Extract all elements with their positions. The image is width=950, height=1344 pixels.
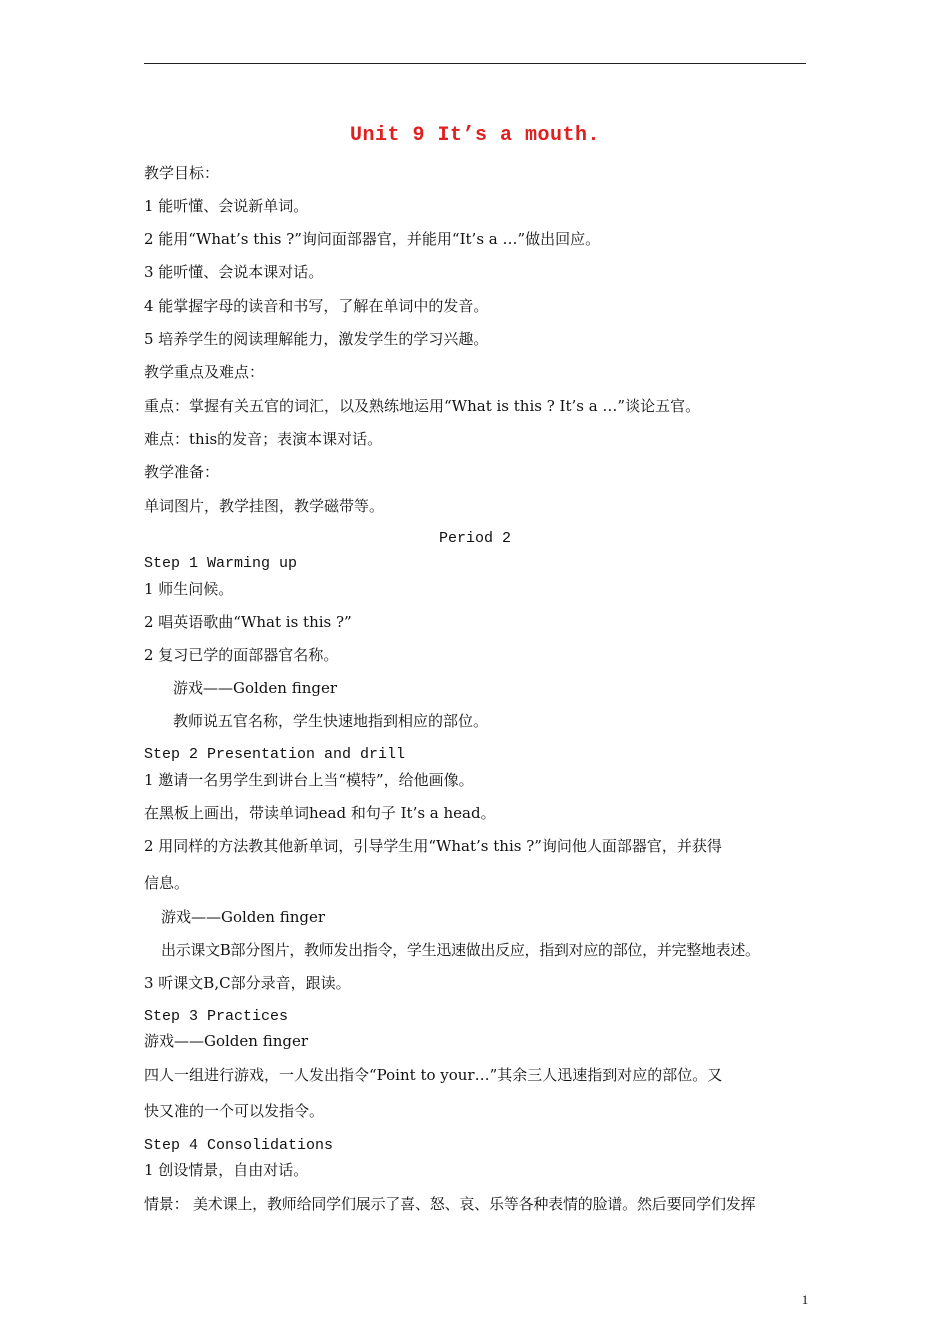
goal-item: 4 能掌握字母的读音和书写，了解在单词中的发音。 — [144, 297, 489, 315]
keypoint-text: 重点：掌握有关五官的词汇，以及熟练地运用“What is this ? It’s a …”谈论五官。 — [144, 397, 701, 415]
step2-item: 1 邀请一名男学生到讲台上当“模特”，给他画像。 — [144, 771, 474, 789]
step4-heading: Step 4 Consolidations — [144, 1137, 334, 1154]
step1-game-desc: 教师说五官名称，学生快速地指到相应的部位。 — [173, 712, 489, 730]
step3-game: 游戏——Golden finger — [144, 1032, 309, 1050]
step1-item: 2 唱英语歌曲“What is this ?” — [144, 613, 352, 631]
step1-heading: Step 1 Warming up — [144, 555, 298, 572]
step4-scene: 情景： 美术课上，教师给同学们展示了喜、怒、哀、乐等各种表情的脸谱。然后要同学们发挥 — [144, 1195, 756, 1213]
step3-desc: 四人一组进行游戏，一人发出指令“Point to your…”其余三人迅速指到对应的部位。又 — [144, 1066, 723, 1084]
goal-item: 3 能听懂、会说本课对话。 — [144, 263, 324, 281]
step1-item: 2 复习已学的面部器官名称。 — [144, 646, 339, 664]
period-label: Period 2 — [438, 530, 511, 547]
prep-text: 单词图片，教学挂图，教学磁带等。 — [144, 497, 385, 515]
step2-heading: Step 2 Presentation and drill — [144, 746, 406, 763]
step4-item: 1 创设情景，自由对话。 — [144, 1161, 309, 1179]
goal-item: 1 能听懂、会说新单词。 — [144, 197, 309, 215]
step2-game: 游戏——Golden finger — [161, 908, 326, 926]
goal-item: 5 培养学生的阅读理解能力，激发学生的学习兴趣。 — [144, 330, 489, 348]
keypoints-heading: 教学重点及难点： — [144, 363, 265, 381]
step2-item: 2 用同样的方法教其他新单词，引导学生用“What’s this ?”询问他人面部器官，并获得 — [144, 837, 722, 855]
step1-item: 1 师生问候。 — [144, 580, 234, 598]
step1-game: 游戏——Golden finger — [173, 679, 338, 697]
prep-heading: 教学准备： — [144, 463, 220, 481]
page-title: Unit 9 It’s a mouth. — [349, 124, 601, 147]
step3-desc: 快又准的一个可以发指令。 — [144, 1102, 325, 1120]
step2-game-desc: 出示课文B部分图片，教师发出指令，学生迅速做出反应，指到对应的部位，并完整地表述。 — [161, 941, 760, 959]
step2-item: 在黑板上画出，带读单词head 和句子 It’s a head。 — [144, 804, 496, 822]
header-rule — [144, 63, 806, 64]
difficulty-text: 难点：this的发音；表演本课对话。 — [144, 430, 383, 448]
step3-heading: Step 3 Practices — [144, 1008, 289, 1025]
step2-item: 信息。 — [144, 874, 190, 892]
step2-item: 3 听课文B,C部分录音，跟读。 — [144, 974, 351, 992]
goal-item: 2 能用“What’s this ?”询问面部器官，并能用“It’s a …”做出回应。 — [144, 230, 601, 248]
page-number: 1 — [801, 1292, 809, 1307]
goals-heading: 教学目标： — [144, 164, 220, 182]
